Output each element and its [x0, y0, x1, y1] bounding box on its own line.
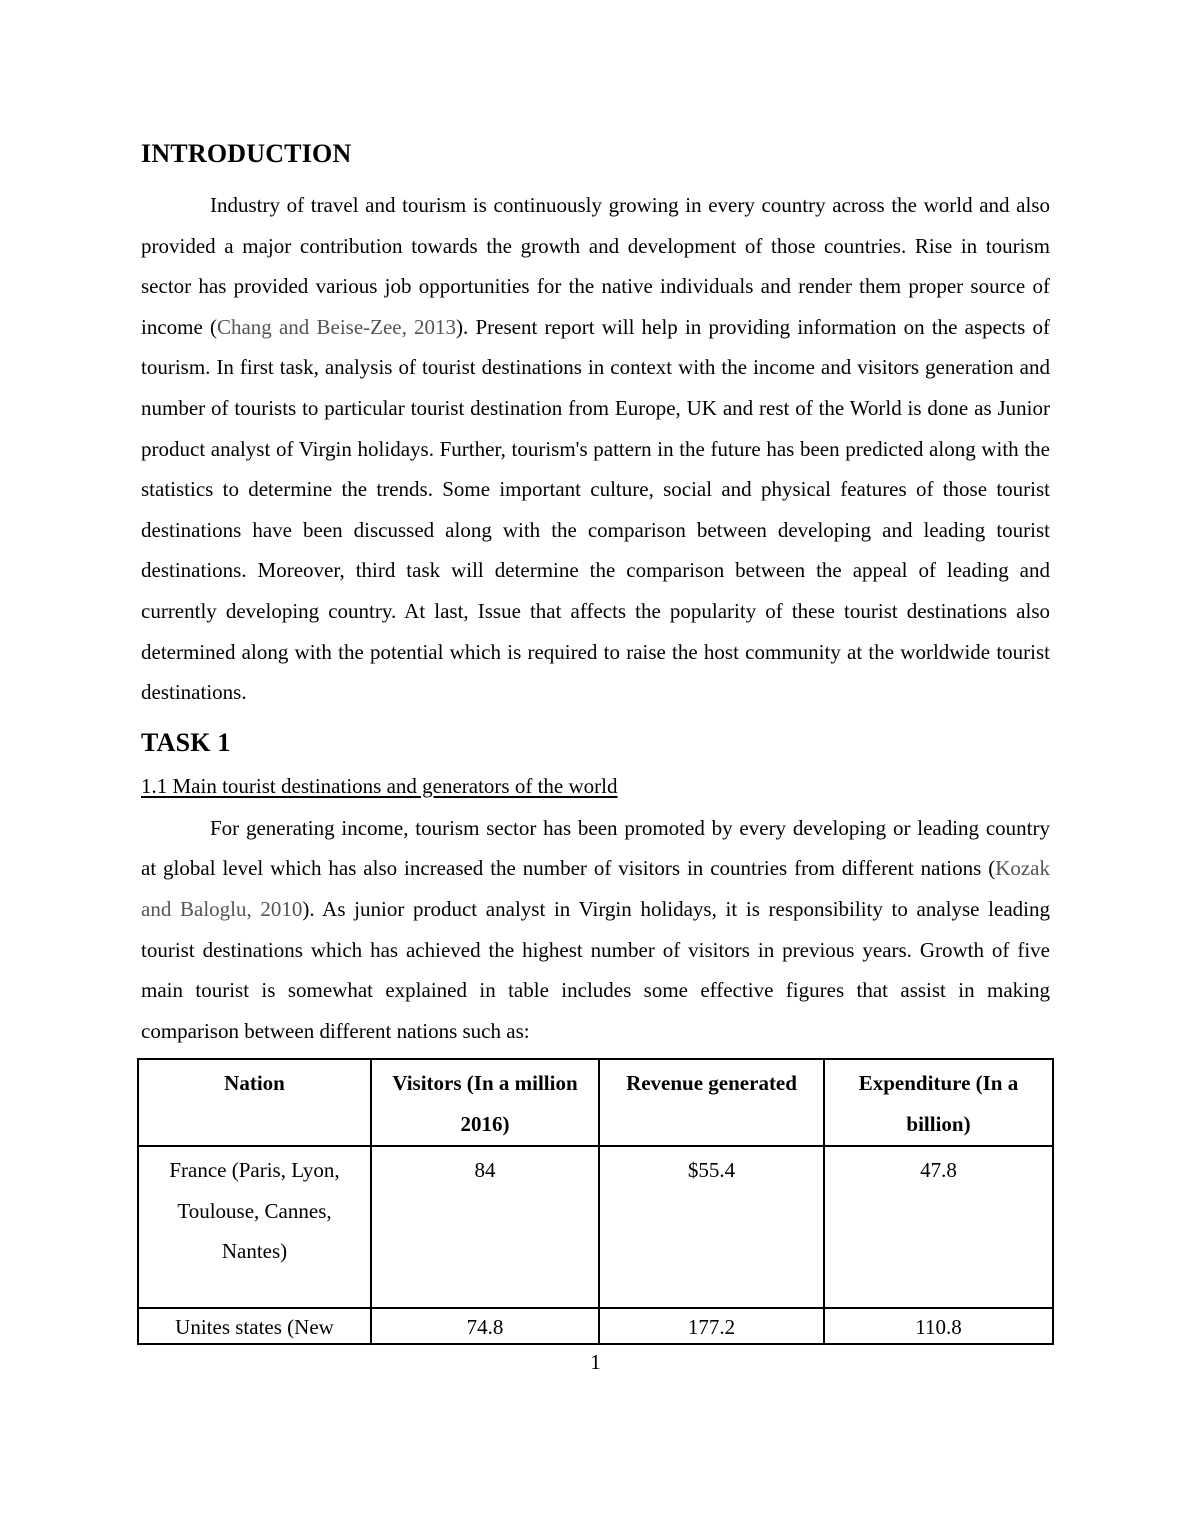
intro-paragraph-text-start: Industry of travel and tourism is continuously growing in every country across the world and also provided a major contribution towards the growth and development of those countries. Rise in tourism sector has provided various job opportunities for the native individuals and render them proper source of income ( [141, 193, 1050, 339]
table-header-expenditure: Expenditure (In a billion) [824, 1059, 1053, 1146]
table-header-visitors: Visitors (In a million 2016) [371, 1059, 599, 1146]
task1-paragraph-text-start: For generating income, tourism sector has been promoted by every developing or leading country at global level which has also increased the number of visitors in countries from different nations ( [141, 815, 1050, 881]
subsection-1-1-heading: 1.1 Main tourist destinations and generators of the world [141, 773, 618, 798]
table-cell-expenditure: 47.8 [824, 1146, 1053, 1308]
table-cell-visitors: 74.8 [371, 1308, 599, 1344]
document-body [141, 0, 1050, 1376]
table-row-france [138, 1146, 1053, 1308]
table-header-nation: Nation [138, 1059, 371, 1146]
intro-paragraph [141, 185, 1050, 713]
page-number: 1 [590, 1350, 601, 1375]
task1-paragraph [141, 808, 1050, 1052]
table-cell-nation: France (Paris, Lyon, Toulouse, Cannes, Nantes) [138, 1146, 371, 1308]
table-row-united-states [138, 1308, 1053, 1344]
task1-heading: TASK 1 [141, 727, 231, 757]
table-header-row [138, 1059, 1053, 1146]
citation-kozak-baloglu: Kozak and Baloglu, 2010 [141, 856, 1050, 921]
intro-paragraph-text-end: ). Present report will help in providing information on the aspects of tourism. In first task, analysis of tourist destinations in context with the income and visitors generation and number of tourists to particular tourist destination from Europe, UK and rest of the World is done as Junior product analyst of Virgin holidays. Further, tourism's pattern in the future has been predicted along with the statistics to determine the trends. Some important culture, social and physical features of those tourist destinations have been discussed along with the comparison between developing and leading tourist destinations. Moreover, third task will determine the comparison between the appeal of leading and currently developing country. At last, Issue that affects the popularity of these tourist destinations also determined along with the potential which is required to raise the host community at the worldwide tourist destinations. [141, 314, 1050, 705]
task1-paragraph-text-end: ). As junior product analyst in Virgin holidays, it is responsibility to analyse leading tourist destinations which has achieved the highest number of visitors in previous years. Growth of five main tourist is somewhat explained in table includes some effective figures that assist in making comparison between different nations such as: [141, 896, 1050, 1043]
citation-chang-beise-zee: Chang and Beise-Zee, 2013 [216, 314, 457, 339]
table-header-revenue: Revenue generated [599, 1059, 824, 1146]
table-cell-expenditure: 110.8 [824, 1308, 1053, 1344]
table-cell-nation: Unites states (New [138, 1308, 371, 1344]
table-cell-revenue: $55.4 [599, 1146, 824, 1308]
tourist-destinations-table [137, 1058, 1054, 1345]
table-cell-visitors: 84 [371, 1146, 599, 1308]
table-cell-revenue: 177.2 [599, 1308, 824, 1344]
intro-heading: INTRODUCTION [141, 139, 352, 168]
